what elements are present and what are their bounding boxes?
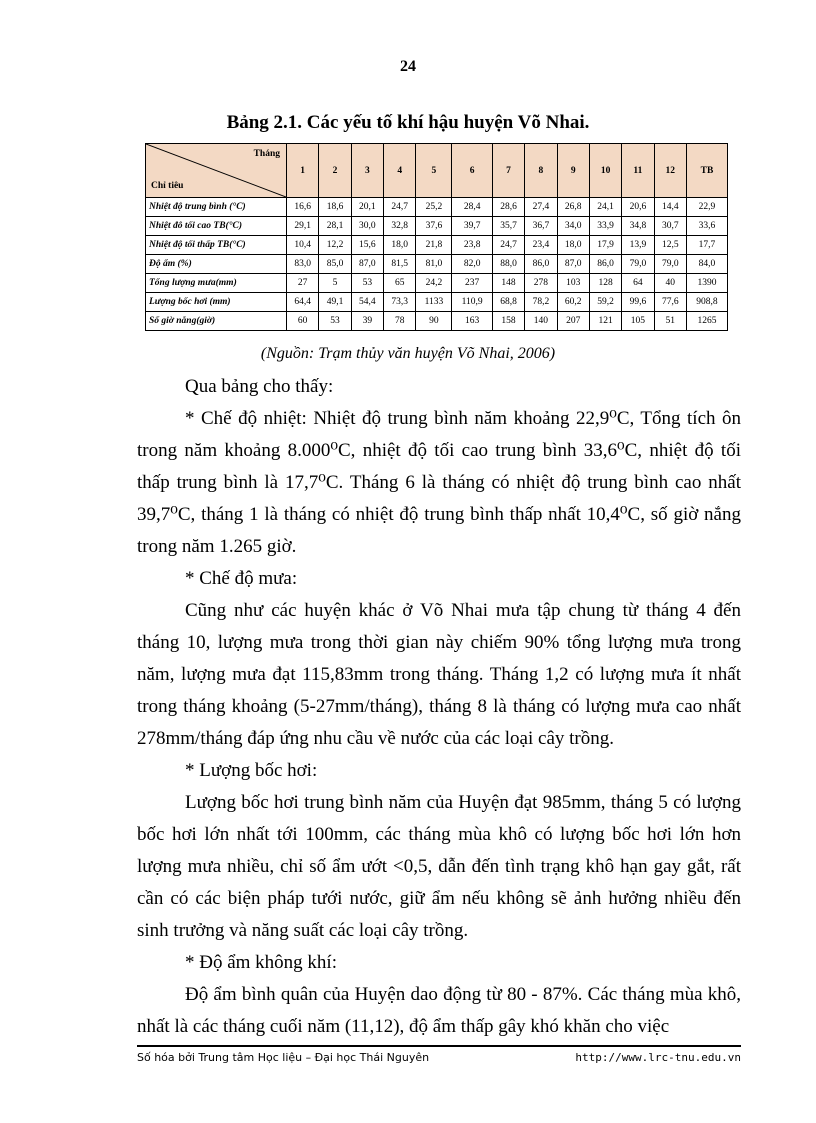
table-cell: 163 [452, 312, 492, 331]
column-header: 4 [384, 144, 416, 198]
column-header: 2 [319, 144, 351, 198]
table-cell: 49,1 [319, 293, 351, 312]
row-label: Tổng lượng mưa(mm) [146, 274, 287, 293]
paragraph: Qua bảng cho thấy: [185, 376, 334, 397]
column-header: TB [686, 144, 727, 198]
table-cell: 40 [654, 274, 686, 293]
table-cell: 14,4 [654, 198, 686, 217]
table-cell: 60,2 [557, 293, 589, 312]
table-cell: 237 [452, 274, 492, 293]
column-header: 3 [351, 144, 383, 198]
table-cell: 34,8 [622, 217, 654, 236]
paragraph: * Lượng bốc hơi: [185, 760, 318, 781]
table-cell: 79,0 [654, 255, 686, 274]
table-cell: 73,3 [384, 293, 416, 312]
table-cell: 12,5 [654, 236, 686, 255]
table-cell: 35,7 [492, 217, 524, 236]
column-header: 7 [492, 144, 524, 198]
row-label: Nhiệt độ tối thấp TB(°C) [146, 236, 287, 255]
table-cell: 128 [589, 274, 621, 293]
paragraph: * Chế độ mưa: [185, 568, 298, 589]
table-title: Bảng 2.1. Các yếu tố khí hậu huyện Võ Nhai. [226, 112, 590, 133]
table-cell: 16,6 [287, 198, 319, 217]
table-cell: 26,8 [557, 198, 589, 217]
table-cell: 18,0 [384, 236, 416, 255]
column-header: 11 [622, 144, 654, 198]
table-cell: 22,9 [686, 198, 727, 217]
table-cell: 23,8 [452, 236, 492, 255]
table-cell: 103 [557, 274, 589, 293]
table-cell: 27 [287, 274, 319, 293]
table-cell: 278 [525, 274, 557, 293]
table-row [146, 236, 728, 255]
table-cell: 33,6 [686, 217, 727, 236]
table-cell: 30,0 [351, 217, 383, 236]
column-header: 5 [416, 144, 452, 198]
paragraph: Cũng như các huyện khác ở Võ Nhai mưa tập chung từ tháng 4 đến tháng 10, lượng mưa trong thời gian này chiếm 90% tổng lượng mưa trong năm, lượng mưa đạt 115,83mm trong tháng. Tháng 1,2 có lượng mưa ít nhất trong tháng khoảng (5-27mm/tháng), tháng 8 là tháng có lượng mưa cao nhất 278mm/tháng đáp ứng nhu cầu về nước của các loại cây trồng. [137, 600, 741, 749]
table-cell: 60 [287, 312, 319, 331]
table-cell: 24,2 [416, 274, 452, 293]
column-header: 9 [557, 144, 589, 198]
table-cell: 65 [384, 274, 416, 293]
table-cell: 12,2 [319, 236, 351, 255]
table-cell: 17,7 [686, 236, 727, 255]
body-text [137, 371, 741, 1043]
table-cell: 21,8 [416, 236, 452, 255]
header-month-label: Tháng [253, 149, 280, 159]
table-cell: 28,4 [452, 198, 492, 217]
column-header: 12 [654, 144, 686, 198]
table-row [146, 312, 728, 331]
table-cell: 29,1 [287, 217, 319, 236]
paragraph: Lượng bốc hơi trung bình năm của Huyện đạt 985mm, tháng 5 có lượng bốc hơi lớn nhất tới 100mm, các tháng mùa khô có lượng bốc hơi lớn hơn lượng mưa nhiều, chỉ số ẩm ướt <0,5, dẫn đến tình trạng khô hạn gay gắt, rất cần có các biện pháp tưới nước, giữ ẩm nếu không sẽ ảnh hưởng nhiều đến sinh trưởng và năng suất các loại cây trồng. [137, 792, 741, 941]
table-cell: 39,7 [452, 217, 492, 236]
table-cell: 90 [416, 312, 452, 331]
table-cell: 81,0 [416, 255, 452, 274]
table-cell: 78,2 [525, 293, 557, 312]
table-cell: 28,6 [492, 198, 524, 217]
table-cell: 77,6 [654, 293, 686, 312]
table-cell: 24,1 [589, 198, 621, 217]
table-cell: 158 [492, 312, 524, 331]
table-cell: 18,6 [319, 198, 351, 217]
table-cell: 30,7 [654, 217, 686, 236]
table-cell: 85,0 [319, 255, 351, 274]
table-cell: 32,8 [384, 217, 416, 236]
table-cell: 37,6 [416, 217, 452, 236]
table-header-row [146, 144, 728, 198]
table-cell: 59,2 [589, 293, 621, 312]
row-label: Số giờ nắng(giờ) [146, 312, 287, 331]
table-cell: 110,9 [452, 293, 492, 312]
table-cell: 86,0 [525, 255, 557, 274]
table-row [146, 217, 728, 236]
table-cell: 17,9 [589, 236, 621, 255]
table-cell: 81,5 [384, 255, 416, 274]
table-cell: 148 [492, 274, 524, 293]
table-cell: 20,6 [622, 198, 654, 217]
table-cell: 1265 [686, 312, 727, 331]
table-cell: 13,9 [622, 236, 654, 255]
table-cell: 36,7 [525, 217, 557, 236]
row-label: Nhiệt đô tối cao TB(°C) [146, 217, 287, 236]
table-cell: 20,1 [351, 198, 383, 217]
table-cell: 1390 [686, 274, 727, 293]
table-cell: 10,4 [287, 236, 319, 255]
table-cell: 23,4 [525, 236, 557, 255]
table-row [146, 293, 728, 312]
table-cell: 53 [351, 274, 383, 293]
table-cell: 121 [589, 312, 621, 331]
column-header: 1 [287, 144, 319, 198]
table-cell: 87,0 [351, 255, 383, 274]
footer-divider [137, 1045, 741, 1047]
row-label: Nhiệt độ trung bình (°C) [146, 198, 287, 217]
table-cell: 27,4 [525, 198, 557, 217]
table-cell: 18,0 [557, 236, 589, 255]
table-cell: 84,0 [686, 255, 727, 274]
table-cell: 79,0 [622, 255, 654, 274]
table-cell: 86,0 [589, 255, 621, 274]
column-header: 6 [452, 144, 492, 198]
paragraph: * Chế độ nhiệt: Nhiệt độ trung bình năm khoảng 22,9⁰C, Tổng tích ôn trong năm khoảng 8.000⁰C, nhiệt độ tối cao trung bình 33,6⁰C, nhiệt độ tối thấp trung bình là 17,7⁰C. Tháng 6 là tháng có nhiệt độ trung bình cao nhất 39,7⁰C, tháng 1 là tháng có nhiệt độ trung bình thấp nhất 10,4⁰C, số giờ nắng trong năm 1.265 giờ. [137, 408, 741, 557]
table-row [146, 198, 728, 217]
table-cell: 54,4 [351, 293, 383, 312]
table-cell: 64 [622, 274, 654, 293]
table-cell: 88,0 [492, 255, 524, 274]
column-header: 8 [525, 144, 557, 198]
table-source: (Nguồn: Trạm thủy văn huyện Võ Nhai, 2006) [260, 345, 556, 362]
table-cell: 15,6 [351, 236, 383, 255]
table-cell: 908,8 [686, 293, 727, 312]
column-header: 10 [589, 144, 621, 198]
table-cell: 68,8 [492, 293, 524, 312]
page-number: 24 [400, 58, 416, 75]
table-cell: 5 [319, 274, 351, 293]
footer-left-text: Số hóa bởi Trung tâm Học liệu – Đại học Thái Nguyên [137, 1051, 430, 1064]
table-cell: 78 [384, 312, 416, 331]
row-label: Độ ẩm (%) [146, 255, 287, 274]
table-cell: 34,0 [557, 217, 589, 236]
climate-table [145, 143, 728, 331]
table-cell: 24,7 [384, 198, 416, 217]
paragraph: Độ ẩm bình quân của Huyện dao động từ 80 - 87%. Các tháng mùa khô, nhất là các tháng cuối năm (11,12), độ ẩm thấp gây khó khăn cho việc [137, 984, 741, 1037]
header-indicator-label: Chỉ tiêu [151, 181, 184, 191]
table-cell: 87,0 [557, 255, 589, 274]
table-cell: 64,4 [287, 293, 319, 312]
table-cell: 24,7 [492, 236, 524, 255]
table-cell: 207 [557, 312, 589, 331]
row-label: Lượng bốc hơi (mm) [146, 293, 287, 312]
table-row [146, 274, 728, 293]
table-cell: 99,6 [622, 293, 654, 312]
table-cell: 83,0 [287, 255, 319, 274]
table-corner-header [146, 144, 287, 198]
table-cell: 25,2 [416, 198, 452, 217]
table-cell: 140 [525, 312, 557, 331]
table-cell: 28,1 [319, 217, 351, 236]
table-cell: 53 [319, 312, 351, 331]
table-cell: 33,9 [589, 217, 621, 236]
table-cell: 82,0 [452, 255, 492, 274]
table-cell: 1133 [416, 293, 452, 312]
table-cell: 51 [654, 312, 686, 331]
paragraph: * Độ ẩm không khí: [185, 952, 337, 973]
table-cell: 105 [622, 312, 654, 331]
table-cell: 39 [351, 312, 383, 331]
table-body [146, 198, 728, 331]
table-row [146, 255, 728, 274]
footer-url: http://www.lrc-tnu.edu.vn [575, 1051, 741, 1064]
